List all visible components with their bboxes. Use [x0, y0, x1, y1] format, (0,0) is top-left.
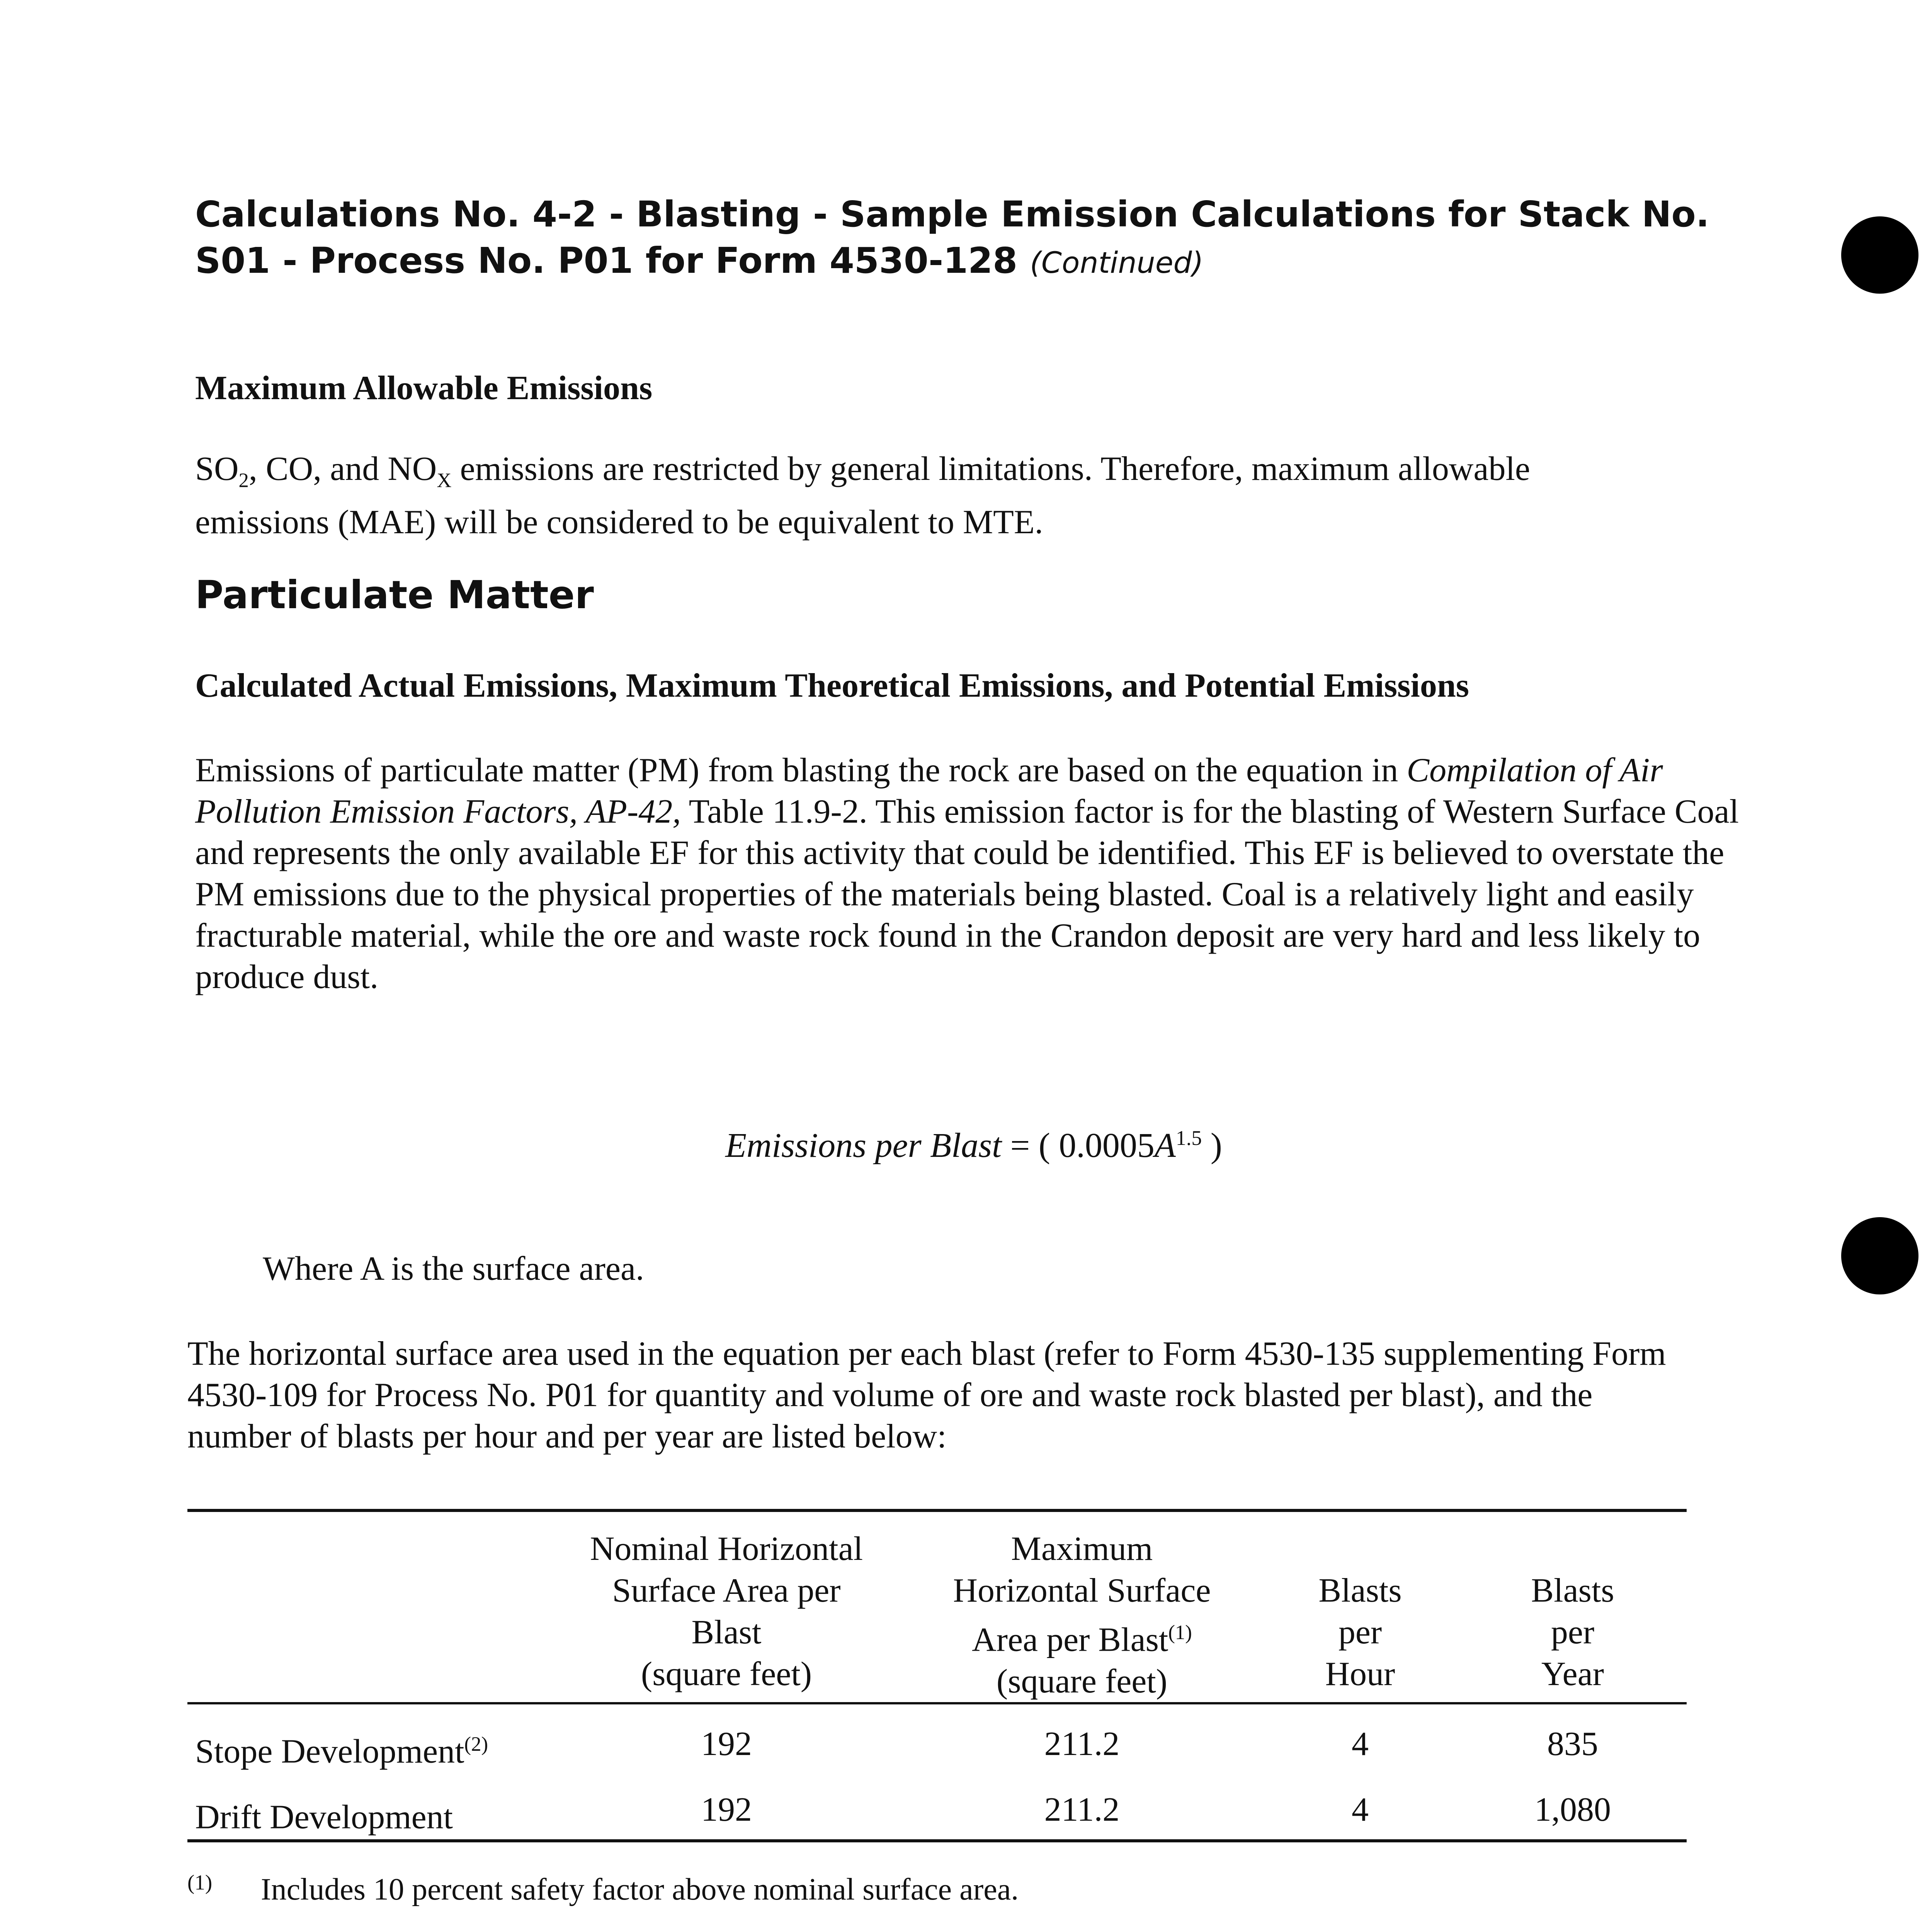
footnote-1-mark: (1) [187, 1871, 213, 1894]
title-text: Calculations No. 4-2 - Blasting - Sample Emission Calculations for Stack No. S01 - Process No. P01 for Form 4530-128 [195, 194, 1709, 281]
row2-label: Drift Development [195, 1798, 453, 1836]
equation-exponent: 1.5 [1175, 1126, 1202, 1150]
header-nominal-line1: Nominal Horizontal [590, 1530, 863, 1568]
equation-lhs: Emissions per Blast [725, 1126, 1002, 1165]
footnote-1-text: Includes 10 percent safety factor above nominal surface area. [261, 1872, 1019, 1906]
row1-note: (2) [464, 1733, 488, 1755]
header-per-year [1499, 1570, 1646, 1695]
row1-per-year: 835 [1547, 1725, 1598, 1763]
header-nominal-line2: Surface Area per [612, 1572, 841, 1609]
row1-maximum: 211.2 [1044, 1725, 1120, 1763]
pm-para1-a: Emissions of particulate matter (PM) from blasting the rock are based on the equation in [195, 752, 1398, 789]
equation-rhs-a: = ( 0.0005 [1002, 1126, 1155, 1165]
header-per-year-line3: Year [1541, 1655, 1604, 1693]
header-maximum-note: (1) [1168, 1621, 1192, 1644]
mae-text-b: , CO, and NO [248, 450, 437, 488]
equation-rhs-b: ) [1202, 1126, 1222, 1165]
header-maximum-line2: Horizontal Surface [953, 1572, 1211, 1609]
pm-subheading: Calculated Actual Emissions, Maximum Theoretical Emissions, and Potential Emissions [195, 667, 1469, 704]
page-title [195, 191, 1741, 286]
header-maximum [881, 1528, 1283, 1702]
where-text: Where A is the surface area. [263, 1250, 645, 1287]
row1-label: Stope Development [195, 1733, 464, 1770]
pm-paragraph-2: The horizontal surface area used in the equation per each blast (refer to Form 4530-135 supplementing Form 4530-109 for Process No. P01 for quantity and volume of ore and waste rock blasted per blast), and the number of blasts per hour and per year are listed below: [187, 1335, 1666, 1455]
header-nominal-line3: Blast [691, 1614, 762, 1651]
pm-para1-b: Table 11.9-2. This emission factor is for the blasting of Western Surface Coal and represents the only available EF for this activity that could be identified. This EF is believed to overstate the PM emissions due to the physical properties of the materials being blasted. Coal is a relatively light and easily fracturable material, while the ore and waste rock found in the Crandon deposit are very hard and less likely to produce dust. [195, 793, 1739, 996]
header-nominal-line4: (square feet) [641, 1655, 812, 1693]
header-per-hour-line3: Hour [1325, 1655, 1395, 1693]
header-maximum-line3-text: Area per Blast [972, 1621, 1168, 1659]
row1-per-hour: 4 [1352, 1725, 1369, 1763]
binder-hole-top [1841, 216, 1918, 294]
header-per-year-line1: Blasts [1531, 1572, 1614, 1609]
emissions-equation [0, 1117, 1932, 1167]
header-per-hour-line1: Blasts [1318, 1572, 1402, 1609]
mae-sub-2: 2 [238, 469, 249, 492]
header-nominal [533, 1528, 920, 1695]
mae-sub-x: X [437, 469, 452, 492]
table-bottom-rule [187, 1839, 1687, 1842]
mae-heading: Maximum Allowable Emissions [195, 369, 653, 407]
row2-per-year: 1,080 [1534, 1791, 1611, 1828]
row2-nominal: 192 [701, 1791, 752, 1828]
table-row-label [195, 1789, 453, 1838]
pm-para1-italic: Compilation of Air Pollution Emission Factors, AP-42, [195, 752, 1663, 830]
pm-paragraph-1 [195, 750, 1748, 998]
mae-paragraph [195, 448, 1594, 543]
table-top-rule [187, 1509, 1687, 1512]
row1-nominal: 192 [701, 1725, 752, 1763]
equation-var: A [1154, 1126, 1176, 1165]
header-per-hour [1287, 1570, 1434, 1695]
mae-text-c: emissions are restricted by general limitations. Therefore, maximum allowable emissions (MAE) will be considered to be equivalent to MTE. [195, 450, 1530, 541]
binder-hole-middle [1841, 1217, 1918, 1294]
header-per-hour-line2: per [1338, 1614, 1382, 1651]
table-row-label [195, 1723, 488, 1772]
table-header-rule [187, 1702, 1687, 1704]
header-maximum-line4: (square feet) [996, 1663, 1168, 1701]
header-per-year-line2: per [1551, 1614, 1595, 1651]
row2-maximum: 211.2 [1044, 1791, 1120, 1828]
row2-per-hour: 4 [1352, 1791, 1369, 1828]
pm-section-title: Particulate Matter [195, 572, 594, 617]
mae-text-a: SO [195, 450, 239, 488]
header-maximum-line3 [881, 1612, 1283, 1661]
title-continued: (Continued) [1030, 245, 1204, 280]
header-maximum-line1: Maximum [1011, 1530, 1153, 1568]
